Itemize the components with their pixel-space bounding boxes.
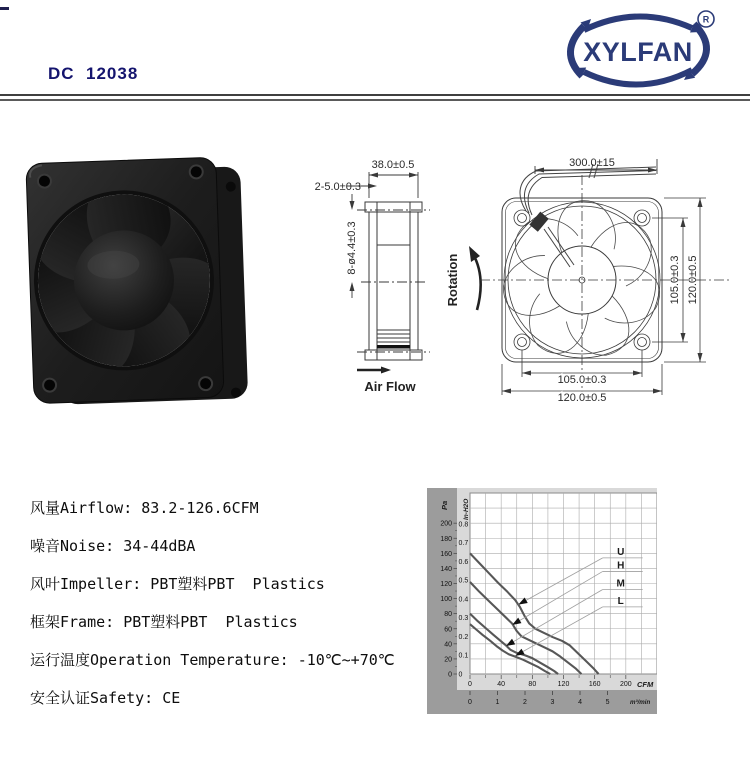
y-tick-label: 60: [444, 626, 452, 634]
model-number: DC 12038: [48, 64, 139, 83]
airflow-label: Air Flow: [364, 379, 416, 394]
brand-name: XYLFAN: [583, 37, 693, 67]
dim-wire-length: 300.0±15: [569, 157, 615, 169]
brand-logo: [550, 6, 730, 94]
series-label-U: U: [617, 546, 625, 558]
registered-mark: R: [702, 14, 710, 25]
spec-noise: 噪音Noise: 34-44dBA: [30, 537, 196, 555]
x2-tick-label: 5: [605, 699, 610, 706]
y-tick-label: 140: [440, 565, 452, 573]
x2-tick-label: 3: [550, 699, 555, 706]
x-tick-label: 160: [588, 681, 601, 688]
x2-axis-title: m³/min: [630, 699, 651, 706]
header-divider-bottom: [0, 99, 750, 101]
y-tick-label: 160: [440, 550, 452, 558]
y2-tick-label: 0.7: [458, 540, 469, 548]
y2-tick-label: 0.3: [458, 615, 469, 623]
dim-holes-vertical: 105.0±0.3: [669, 255, 681, 305]
y2-tick-label: 0.4: [458, 596, 469, 604]
dim-flange: 2-5.0±0.3: [314, 181, 361, 193]
front-view-drawing: [478, 145, 750, 415]
spec-list: [30, 489, 430, 717]
y2-axis-title: In-H2O: [463, 498, 470, 520]
chart-bottom-strip: [427, 690, 657, 714]
y2-tick-label: 0.8: [458, 521, 469, 529]
x-tick-label: 80: [528, 681, 537, 688]
y-axis-title: Pa: [440, 500, 449, 510]
x-tick-label: 40: [497, 681, 506, 688]
spec-airflow: 风量Airflow: 83.2-126.6CFM: [30, 499, 259, 517]
side-view-drawing: [285, 148, 485, 398]
y2-tick-label: 0.2: [458, 633, 469, 641]
y2-tick-label: 0: [458, 671, 463, 679]
y-tick-label: 20: [444, 656, 452, 664]
y2-tick-label: 0.1: [458, 652, 469, 660]
series-label-M: M: [616, 578, 625, 590]
spec-temperature: 运行温度Operation Temperature: -10℃~+70℃: [30, 651, 395, 669]
dim-holes: 8-ø4.4±0.3: [346, 221, 358, 275]
y-tick-label: 80: [444, 611, 452, 619]
y2-tick-label: 0.5: [458, 577, 469, 585]
performance-chart: [427, 488, 657, 714]
fan-photo: [22, 150, 250, 412]
x2-tick-label: 4: [578, 699, 582, 706]
dim-frame-vertical: 120.0±0.5: [687, 255, 699, 305]
scan-artifact: [0, 7, 9, 10]
impeller-blades: [495, 190, 670, 362]
x2-tick-label: 0: [468, 699, 472, 706]
y-tick-label: 100: [440, 596, 452, 604]
x-tick-label: 200: [619, 681, 632, 688]
dim-holes-horizontal: 105.0±0.3: [557, 374, 607, 386]
dim-frame-horizontal: 120.0±0.5: [557, 392, 607, 404]
centerlines: [357, 210, 430, 352]
series-label-H: H: [617, 560, 625, 572]
x-tick-label: 0: [468, 681, 472, 688]
y2-tick-label: 0.6: [458, 558, 469, 566]
rotation-label: Rotation: [445, 253, 460, 307]
y-tick-label: 200: [440, 520, 452, 528]
x2-tick-label: 2: [523, 699, 527, 706]
x-tick-label: 120: [557, 681, 570, 688]
y-tick-label: 120: [440, 581, 452, 588]
spec-frame: 框架Frame: PBT塑料PBT Plastics: [30, 613, 298, 631]
dim-depth: 38.0±0.5: [371, 159, 415, 171]
header-divider-top: [0, 94, 750, 96]
label-band: [377, 345, 410, 349]
x2-tick-label: 1: [495, 699, 500, 706]
spec-safety: 安全认证Safety: CE: [30, 689, 181, 707]
x-axis-title: CFM: [637, 680, 654, 689]
y-tick-label: 40: [444, 641, 452, 649]
series-label-L: L: [617, 595, 624, 607]
spec-impeller: 风叶Impeller: PBT塑料PBT Plastics: [30, 575, 325, 593]
y-tick-label: 180: [440, 535, 452, 543]
y-tick-label: 0: [448, 671, 452, 679]
